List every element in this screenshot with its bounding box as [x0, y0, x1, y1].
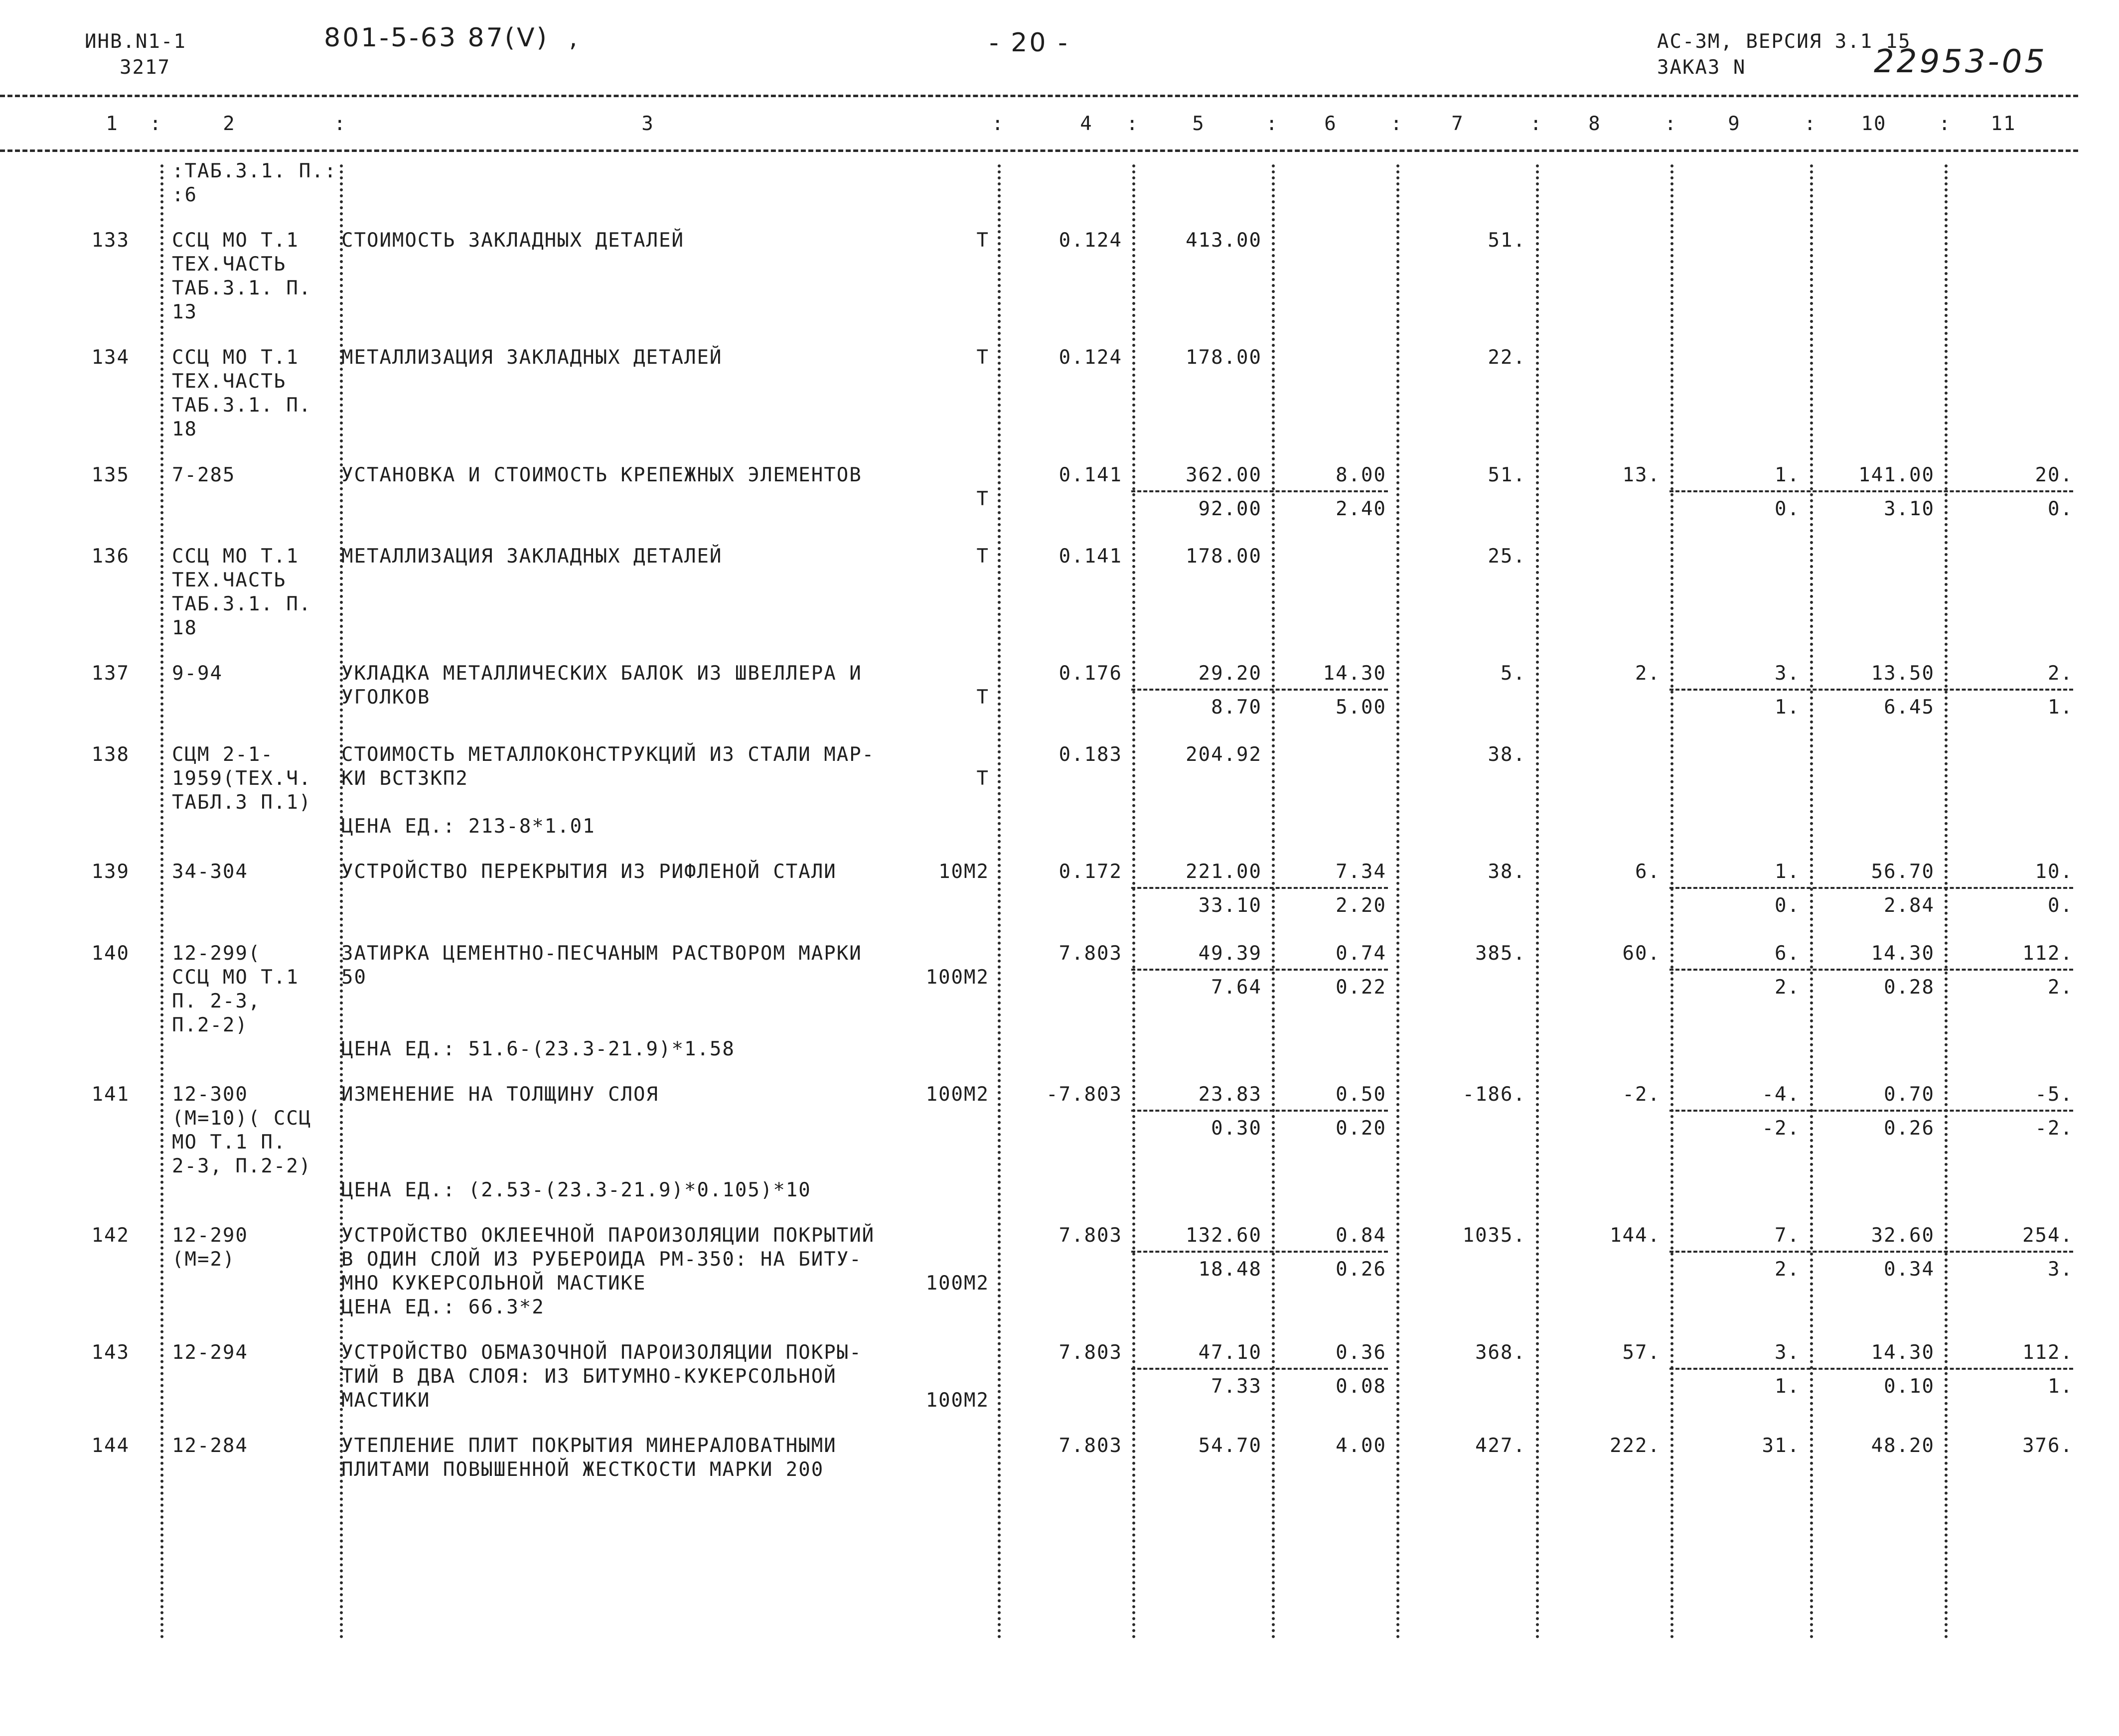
row-number: 133 [91, 229, 130, 252]
value-c7: 368. [1475, 1341, 1526, 1364]
value-c7: 38. [1488, 861, 1526, 883]
work-description: СТОИМОСТЬ ЗАКЛАДНЫХ ДЕТАЛЕЙ [341, 229, 684, 252]
value-c8: 144. [1610, 1224, 1661, 1247]
work-description: МЕТАЛЛИЗАЦИЯ ЗАКЛАДНЫХ ДЕТАЛЕЙ [341, 545, 723, 568]
value-c10: 56.70 [1871, 861, 1935, 883]
subtotal-rule [1669, 1251, 2073, 1253]
code-reference: 12-299( [172, 942, 261, 965]
value-c5: 49.39 [1198, 942, 1262, 965]
code-reference: ТАБ.3.1. П. [172, 592, 312, 615]
value-c8: 13. [1622, 463, 1661, 486]
order-label: ЗАКАЗ N [1657, 56, 1746, 79]
labor-value-c5: 8.70 [1211, 696, 1262, 719]
value-c9: 3. [1775, 1341, 1800, 1364]
value-c9: -4. [1762, 1083, 1800, 1106]
labor-value-c10: 0.26 [1884, 1117, 1935, 1140]
value-c11: 10. [2035, 861, 2073, 883]
value-c7: 385. [1475, 942, 1526, 965]
value-c5: 178.00 [1186, 545, 1262, 568]
value-c6: 4.00 [1336, 1435, 1386, 1457]
row-number: 136 [91, 545, 130, 568]
labor-value-c6: 0.08 [1336, 1375, 1386, 1398]
value-c9: 1. [1775, 463, 1800, 486]
row-number: 144 [91, 1435, 130, 1457]
row-number: 135 [91, 463, 130, 486]
value-c6: 7.34 [1336, 861, 1386, 883]
unit-of-measure: Т [976, 767, 989, 790]
header-separator: : [1390, 113, 1403, 135]
column-header: 2 [223, 113, 236, 135]
value-c9: 1. [1775, 861, 1800, 883]
labor-value-c10: 0.10 [1884, 1375, 1935, 1398]
value-c10: 14.30 [1871, 942, 1935, 965]
row-number: 142 [91, 1224, 130, 1247]
work-description: ТИЙ В ДВА СЛОЯ: ИЗ БИТУМНО-КУКЕРСОЛЬНОЙ [341, 1365, 837, 1388]
inventory-number: ИНВ.N1-1 [85, 30, 186, 53]
labor-value-c5: 92.00 [1198, 497, 1262, 520]
unit-of-measure: 100М2 [925, 1389, 989, 1412]
value-c5: 29.20 [1198, 662, 1262, 685]
work-description: ПЛИТАМИ ПОВЫШЕННОЙ ЖЕСТКОСТИ МАРКИ 200 [341, 1458, 824, 1481]
value-qty: -7.803 [1046, 1083, 1122, 1106]
subtotal-rule [1669, 490, 2073, 492]
work-description: МНО КУКЕРСОЛЬНОЙ МАСТИКЕ [341, 1272, 646, 1295]
work-description: ЗАТИРКА ЦЕМЕНТНО-ПЕСЧАНЫМ РАСТВОРОМ МАРКИ [341, 942, 862, 965]
header-separator: : [1530, 113, 1543, 135]
value-c9: 31. [1762, 1435, 1800, 1457]
page-number: - 20 - [989, 28, 1069, 58]
unit-of-measure: 100М2 [925, 1083, 989, 1106]
code-reference: ТЕХ.ЧАСТЬ [172, 569, 287, 591]
code-reference: (М=10)( ССЦ [172, 1107, 312, 1130]
value-qty: 0.176 [1059, 662, 1122, 685]
value-c7: 51. [1488, 463, 1526, 486]
labor-value-c11: 2. [2048, 976, 2073, 999]
value-qty: 0.124 [1059, 346, 1122, 369]
row-number: 140 [91, 942, 130, 965]
value-c7: 1035. [1462, 1224, 1526, 1247]
subtotal-rule [1131, 1110, 1388, 1112]
unit-price-formula: ЦЕНА ЕД.: (2.53-(23.3-21.9)*0.105)*10 [341, 1178, 811, 1201]
labor-value-c11: 1. [2048, 1375, 2073, 1398]
code-reference: ССЦ МО Т.1 [172, 229, 299, 252]
column-header: 1 [106, 113, 119, 135]
work-description: 50 [341, 966, 367, 989]
code-reference: 13 [172, 301, 197, 324]
labor-value-c5: 33.10 [1198, 894, 1262, 917]
value-c11: 2. [2048, 662, 2073, 685]
value-c5: 204.92 [1186, 743, 1262, 766]
value-c10: 141.00 [1858, 463, 1935, 486]
value-c11: 254. [2022, 1224, 2073, 1247]
work-description: КИ ВСТ3КП2 [341, 767, 468, 790]
work-description: МЕТАЛЛИЗАЦИЯ ЗАКЛАДНЫХ ДЕТАЛЕЙ [341, 346, 723, 369]
header-separator: : [1266, 113, 1279, 135]
work-description: ИЗМЕНЕНИЕ НА ТОЛЩИНУ СЛОЯ [341, 1083, 659, 1106]
inventory-subnumber: 3217 [120, 56, 170, 79]
unit-of-measure: Т [976, 487, 989, 510]
code-reference: 9-94 [172, 662, 223, 685]
code-reference: 1959(ТЕХ.Ч. [172, 767, 312, 790]
column-header: 8 [1588, 113, 1601, 135]
labor-value-c10: 3.10 [1884, 497, 1935, 520]
labor-value-c11: 0. [2048, 894, 2073, 917]
subtotal-rule [1131, 1368, 1388, 1370]
code-reference: ССЦ МО Т.1 [172, 966, 299, 989]
unit-of-measure: 10М2 [938, 861, 989, 883]
code-reference: 12-300 [172, 1083, 248, 1106]
labor-value-c11: -2. [2035, 1117, 2073, 1140]
code-reference: ТАБ.3.1. П. [172, 394, 312, 417]
value-c8: 222. [1610, 1435, 1661, 1457]
labor-value-c9: 1. [1775, 1375, 1800, 1398]
value-qty: 7.803 [1059, 1224, 1122, 1247]
header-separator: : [150, 113, 162, 135]
value-c9: 6. [1775, 942, 1800, 965]
column-header: 10 [1861, 113, 1887, 135]
work-description: МАСТИКИ [341, 1389, 431, 1412]
value-c6: 0.84 [1336, 1224, 1386, 1247]
code-reference: П. 2-3, [172, 990, 261, 1013]
code-reference: 18 [172, 418, 197, 441]
value-c6: 0.74 [1336, 942, 1386, 965]
labor-value-c6: 2.20 [1336, 894, 1386, 917]
labor-value-c6: 5.00 [1336, 696, 1386, 719]
labor-value-c10: 0.28 [1884, 976, 1935, 999]
work-description: УСТРОЙСТВО ОКЛЕЕЧНОЙ ПАРОИЗОЛЯЦИИ ПОКРЫТИЙ [341, 1224, 875, 1247]
value-c7: -186. [1462, 1083, 1526, 1106]
subtotal-rule [1669, 969, 2073, 971]
labor-value-c11: 3. [2048, 1258, 2073, 1281]
value-c5: 362.00 [1186, 463, 1262, 486]
work-description: УСТРОЙСТВО ОБМАЗОЧНОЙ ПАРОИЗОЛЯЦИИ ПОКРЫ- [341, 1341, 862, 1364]
row-number: 139 [91, 861, 130, 883]
code-reference: (М=2) [172, 1248, 236, 1271]
value-c7: 427. [1475, 1435, 1526, 1457]
header-separator: : [992, 113, 1005, 135]
value-qty: 7.803 [1059, 1435, 1122, 1457]
subtotal-rule [1669, 1110, 2073, 1112]
value-c7: 38. [1488, 743, 1526, 766]
value-c11: 112. [2022, 1341, 2073, 1364]
value-qty: 0.183 [1059, 743, 1122, 766]
header-separator: : [1126, 113, 1139, 135]
code-reference: СЦМ 2-1- [172, 743, 274, 766]
value-c6: 8.00 [1336, 463, 1386, 486]
work-description: УКЛАДКА МЕТАЛЛИЧЕСКИХ БАЛОК ИЗ ШВЕЛЛЕРА И [341, 662, 862, 685]
row-number: 143 [91, 1341, 130, 1364]
code-reference: МО Т.1 П. [172, 1131, 287, 1154]
column-header: 7 [1451, 113, 1464, 135]
subtotal-rule [1669, 887, 2073, 889]
header-separator: : [1939, 113, 1952, 135]
column-separator [1536, 164, 1539, 1639]
work-description: УТЕПЛЕНИЕ ПЛИТ ПОКРЫТИЯ МИНЕРАЛОВАТНЫМИ [341, 1435, 837, 1457]
column-separator [1396, 164, 1399, 1639]
labor-value-c9: 1. [1775, 696, 1800, 719]
value-qty: 0.172 [1059, 861, 1122, 883]
value-c5: 178.00 [1186, 346, 1262, 369]
value-c11: -5. [2035, 1083, 2073, 1106]
code-reference: 2-3, П.2-2) [172, 1155, 312, 1177]
value-c7: 51. [1488, 229, 1526, 252]
header-separator: : [1665, 113, 1677, 135]
labor-value-c6: 0.22 [1336, 976, 1386, 999]
code-reference: :6 [172, 184, 197, 206]
value-c6: 0.36 [1336, 1341, 1386, 1364]
column-separator [998, 164, 1001, 1639]
subtotal-rule [1669, 1368, 2073, 1370]
unit-price-formula: ЦЕНА ЕД.: 51.6-(23.3-21.9)*1.58 [341, 1037, 735, 1060]
code-reference: 34-304 [172, 861, 248, 883]
column-separator [340, 164, 343, 1639]
column-header: 6 [1324, 113, 1337, 135]
value-c8: 57. [1622, 1341, 1661, 1364]
subtotal-rule [1131, 490, 1388, 492]
work-description: УСТРОЙСТВО ПЕРЕКРЫТИЯ ИЗ РИФЛЕНОЙ СТАЛИ [341, 861, 837, 883]
code-reference: ТАБ.3.1. П. [172, 277, 312, 300]
header-rule-bottom [0, 149, 2078, 152]
labor-value-c10: 2.84 [1884, 894, 1935, 917]
value-c9: 3. [1775, 662, 1800, 685]
value-c5: 413.00 [1186, 229, 1262, 252]
header-rule-top [0, 95, 2078, 97]
labor-value-c6: 0.26 [1336, 1258, 1386, 1281]
work-description: В ОДИН СЛОЙ ИЗ РУБЕРОИДА РМ-350: НА БИТУ- [341, 1248, 862, 1271]
value-c11: 112. [2022, 942, 2073, 965]
header-separator: : [334, 113, 347, 135]
column-header: 9 [1728, 113, 1741, 135]
labor-value-c10: 0.34 [1884, 1258, 1935, 1281]
labor-value-c5: 0.30 [1211, 1117, 1262, 1140]
unit-of-measure: Т [976, 346, 989, 369]
value-c9: 7. [1775, 1224, 1800, 1247]
labor-value-c5: 18.48 [1198, 1258, 1262, 1281]
value-c8: 60. [1622, 942, 1661, 965]
work-description: УСТАНОВКА И СТОИМОСТЬ КРЕПЕЖНЫХ ЭЛЕМЕНТОВ [341, 463, 862, 486]
labor-value-c9: 2. [1775, 976, 1800, 999]
value-c8: 6. [1635, 861, 1661, 883]
value-c8: -2. [1622, 1083, 1661, 1106]
value-c7: 22. [1488, 346, 1526, 369]
unit-of-measure: Т [976, 229, 989, 252]
work-description: СТОИМОСТЬ МЕТАЛЛОКОНСТРУКЦИЙ ИЗ СТАЛИ МАР- [341, 743, 875, 766]
work-description: УГОЛКОВ [341, 686, 431, 709]
value-c5: 54.70 [1198, 1435, 1262, 1457]
unit-price-formula: ЦЕНА ЕД.: 66.3*2 [341, 1296, 545, 1318]
code-reference: 12-294 [172, 1341, 248, 1364]
labor-value-c11: 1. [2048, 696, 2073, 719]
subtotal-rule [1131, 887, 1388, 889]
value-c10: 48.20 [1871, 1435, 1935, 1457]
code-reference: 7-285 [172, 463, 236, 486]
row-number: 141 [91, 1083, 130, 1106]
labor-value-c6: 2.40 [1336, 497, 1386, 520]
unit-of-measure: 100М2 [925, 1272, 989, 1295]
value-c11: 20. [2035, 463, 2073, 486]
header-separator: : [1804, 113, 1817, 135]
value-qty: 7.803 [1059, 942, 1122, 965]
subtotal-rule [1131, 969, 1388, 971]
code-reference: 18 [172, 616, 197, 639]
value-qty: 7.803 [1059, 1341, 1122, 1364]
unit-of-measure: Т [976, 686, 989, 709]
value-qty: 0.141 [1059, 545, 1122, 568]
value-c8: 2. [1635, 662, 1661, 685]
labor-value-c5: 7.64 [1211, 976, 1262, 999]
code-reference: :ТАБ.3.1. П.: [172, 160, 337, 182]
labor-value-c6: 0.20 [1336, 1117, 1386, 1140]
labor-value-c9: 0. [1775, 894, 1800, 917]
column-header: 11 [1990, 113, 2016, 135]
value-c6: 0.50 [1336, 1083, 1386, 1106]
code-reference: П.2-2) [172, 1013, 248, 1036]
labor-value-c9: -2. [1762, 1117, 1800, 1140]
unit-of-measure: 100М2 [925, 966, 989, 989]
labor-value-c10: 6.45 [1884, 696, 1935, 719]
value-c5: 221.00 [1186, 861, 1262, 883]
row-number: 134 [91, 346, 130, 369]
value-c7: 5. [1501, 662, 1526, 685]
order-number: 22953-05 [1874, 43, 2048, 80]
column-header: 4 [1080, 113, 1093, 135]
value-c10: 32.60 [1871, 1224, 1935, 1247]
code-reference: ССЦ МО Т.1 [172, 545, 299, 568]
code-reference: 12-290 [172, 1224, 248, 1247]
column-separator [160, 164, 163, 1639]
code-reference: ССЦ МО Т.1 [172, 346, 299, 369]
value-c11: 376. [2022, 1435, 2073, 1457]
value-c10: 14.30 [1871, 1341, 1935, 1364]
labor-value-c9: 2. [1775, 1258, 1800, 1281]
value-c7: 25. [1488, 545, 1526, 568]
code-reference: ТАБЛ.3 П.1) [172, 791, 312, 814]
labor-value-c9: 0. [1775, 497, 1800, 520]
value-c10: 0.70 [1884, 1083, 1935, 1106]
value-c5: 132.60 [1186, 1224, 1262, 1247]
unit-price-formula: ЦЕНА ЕД.: 213-8*1.01 [341, 815, 596, 838]
value-qty: 0.141 [1059, 463, 1122, 486]
code-reference: ТЕХ.ЧАСТЬ [172, 253, 287, 276]
value-c5: 47.10 [1198, 1341, 1262, 1364]
value-c5: 23.83 [1198, 1083, 1262, 1106]
subtotal-rule [1131, 689, 1388, 691]
row-number: 137 [91, 662, 130, 685]
code-reference: ТЕХ.ЧАСТЬ [172, 370, 287, 393]
subtotal-rule [1669, 689, 2073, 691]
code-reference: 12-284 [172, 1435, 248, 1457]
subtotal-rule [1131, 1251, 1388, 1253]
program-version: АС-3М, ВЕРСИЯ 3.1 15 [1657, 30, 1911, 53]
row-number: 138 [91, 743, 130, 766]
value-c6: 14.30 [1323, 662, 1386, 685]
document-code: 801-5-63 87(V) , [324, 23, 580, 53]
value-qty: 0.124 [1059, 229, 1122, 252]
column-header: 3 [641, 113, 654, 135]
value-c10: 13.50 [1871, 662, 1935, 685]
labor-value-c5: 7.33 [1211, 1375, 1262, 1398]
labor-value-c11: 0. [2048, 497, 2073, 520]
column-header: 5 [1192, 113, 1205, 135]
unit-of-measure: Т [976, 545, 989, 568]
